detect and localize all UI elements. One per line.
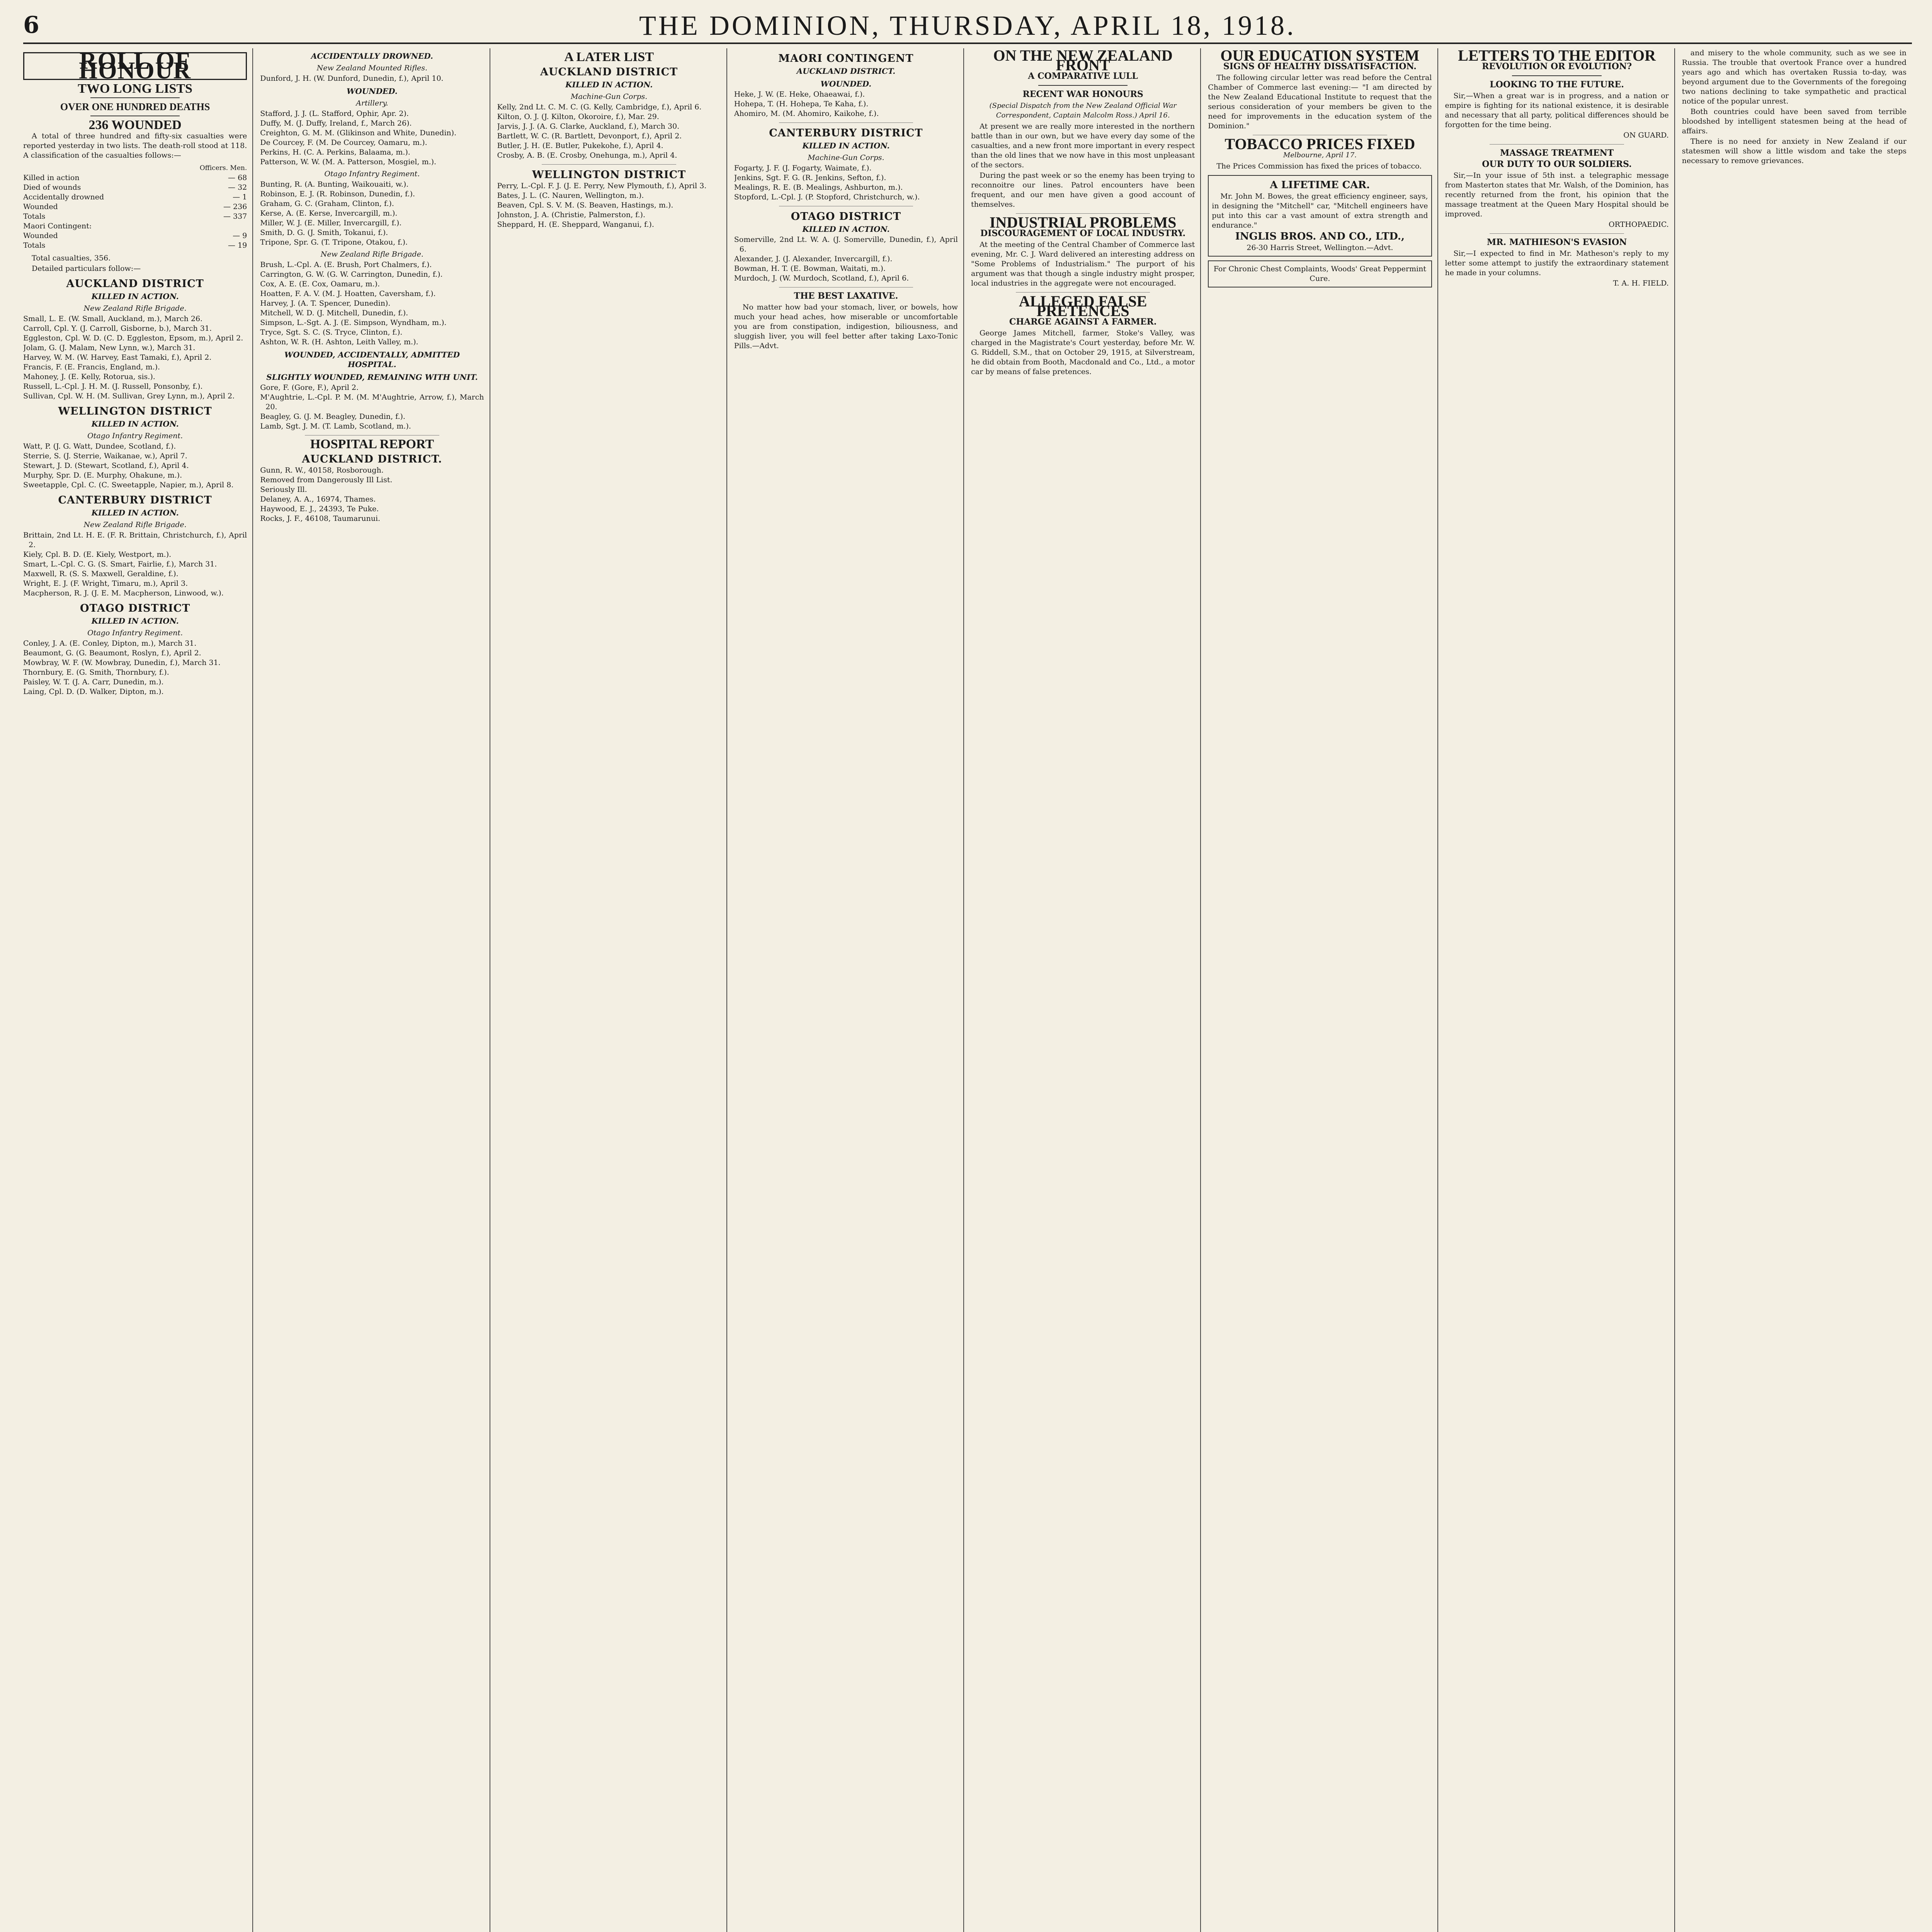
looking-subhead: LOOKING TO THE FUTURE. <box>1490 80 1624 90</box>
casualty-entry: Bates, J. L. (C. Nauren, Wellington, m.). <box>497 191 644 200</box>
wounded-heading: WOUNDED. <box>346 87 398 96</box>
casualty-entry: Simpson, L.-Sgt. A. J. (E. Simpson, Wyndham, m.). <box>260 318 447 327</box>
divider <box>1490 144 1624 145</box>
casualty-entry: Eggleston, Cpl. W. D. (C. D. Eggleston, Epsom, m.), April 2. <box>23 334 243 342</box>
ad-text: Mr. John M. Bowes, the great efficiency engineer, says, in designing the "Mitchell" car, "Mitchell engineers have put into this car a vast amount of extra strength and endurance." <box>1212 192 1428 230</box>
casualty-entry: Beaven, Cpl. S. V. M. (S. Beaven, Hastings, m.). <box>497 201 673 209</box>
summary-value: — 9 <box>233 231 247 240</box>
casualty-entry: Harvey, W. M. (W. Harvey, East Tamaki, f.), April 2. <box>23 353 212 362</box>
industrial-headline: INDUSTRIAL PROBLEMS <box>989 214 1177 231</box>
summary-label: Wounded <box>23 231 58 240</box>
casualty-entry: Fogarty, J. F. (J. Fogarty, Waimate, f.). <box>734 164 872 172</box>
divider <box>542 164 676 165</box>
casualty-entry: Sweetapple, Cpl. C. (C. Sweetapple, Napier, m.), April 8. <box>23 481 234 489</box>
casualty-entry: Tryce, Sgt. S. C. (S. Tryce, Clinton, f.). <box>260 328 403 337</box>
casualty-entry: Stafford, J. J. (L. Stafford, Ophir, Apr. 2). <box>260 109 409 118</box>
casualty-entry: Brittain, 2nd Lt. H. E. (F. R. Brittain, Christchurch, f.), April 2. <box>23 531 247 549</box>
maori-region: AUCKLAND DISTRICT. <box>796 66 896 76</box>
hospital-entry: Gunn, R. W., 40158, Rosborough. <box>260 466 384 474</box>
casualty-entry: Perry, L.-Cpl. F. J. (J. E. Perry, New Plymouth, f.), April 3. <box>497 182 707 190</box>
category-heading: KILLED IN ACTION. <box>91 419 179 429</box>
casualty-entry: Smart, L.-Cpl. C. G. (S. Smart, Fairlie, f.), March 31. <box>23 560 217 568</box>
divider <box>779 122 913 123</box>
column-1 <box>23 48 253 1932</box>
summary-value: — 337 <box>223 212 247 221</box>
summary-value: — 236 <box>223 202 247 211</box>
brigade-heading: Artillery. <box>356 99 388 107</box>
casualty-entry: Cox, A. E. (E. Cox, Oamaru, m.). <box>260 280 380 288</box>
front-text: At present we are really more interested in the northern battle than in our own, but we have every day some of the casualties, and a new front more important in every respect than the old lines that we now have in this most unpleasant of the sectors. <box>971 122 1195 169</box>
hospital-report-title: HOSPITAL REPORT <box>310 437 434 451</box>
slightly-wounded-heading: SLIGHTLY WOUNDED, REMAINING WITH UNIT. <box>266 372 478 382</box>
summary-row <box>23 202 247 212</box>
mathieson-text: Sir,—I expected to find in Mr. Matheson's reply to my letter some attempt to justify the extraordinary statement he made in your columns. <box>1445 249 1669 277</box>
casualty-entry: M'Aughtrie, L.-Cpl. P. M. (M. M'Aughtrie, Arrow, f.), March 20. <box>260 393 484 411</box>
casualty-entry: Wright, E. J. (F. Wright, Timaru, m.), April 3. <box>23 579 188 588</box>
summary-label: Killed in action <box>23 173 80 182</box>
education-text: The following circular letter was read before the Central Chamber of Commerce last evening:— "I am directed by the New Zealand Educational Institute to request that the serious consideration of your members be given to the need for improvements in the education system of the Dominion." <box>1208 73 1432 130</box>
later-list-title: A LATER LIST <box>564 50 654 64</box>
casualty-entry: Brush, L.-Cpl. A. (E. Brush, Port Chalmers, f.). <box>260 260 432 269</box>
otago-title: OTAGO DISTRICT <box>791 211 901 223</box>
roll-deck-3: 236 WOUNDED <box>88 118 182 132</box>
mitchell-car-ad <box>1208 175 1432 257</box>
dateline: (Special Dispatch from the New Zealand Official War Correspondent, Captain Malcolm Ross.) April 16. <box>989 102 1177 119</box>
casualty-entry: Mahoney, J. (E. Kelly, Rotorua, sis.). <box>23 372 155 381</box>
divider <box>1038 85 1128 86</box>
summary-value: — 19 <box>228 241 247 250</box>
continued-text: and misery to the whole community, such as we see in Russia. The trouble that overtook France over a hundred years ago and which has overtaken Russia to-day, was beyond argument due to the Governments of the foregoing two nations declining to take sympathetic and practical notice of the popular unrest. <box>1682 49 1906 105</box>
casualty-entry: Stopford, L.-Cpl. J. (P. Stopford, Christchurch, w.). <box>734 193 920 201</box>
district-heading: OTAGO DISTRICT <box>80 602 190 614</box>
casualty-entry: Laing, Cpl. D. (D. Walker, Dipton, m.). <box>23 687 164 696</box>
divider <box>90 97 180 98</box>
brigade-heading: Machine-Gun Corps. <box>570 92 648 101</box>
casualty-entry: Kiely, Cpl. B. D. (E. Kiely, Westport, m.). <box>23 550 172 559</box>
detailed-particulars: Detailed particulars follow:— <box>32 264 141 273</box>
casualty-entry: Duffy, M. (J. Duffy, Ireland, f., March 26). <box>260 119 412 128</box>
summary-value: — 1 <box>233 193 247 201</box>
later-region: AUCKLAND DISTRICT <box>540 66 678 78</box>
hospital-entry: Delaney, A. A., 16974, Thames. <box>260 495 376 503</box>
brigade-heading: New Zealand Rifle Brigade. <box>83 304 187 313</box>
casualty-entry: Beagley, G. (J. M. Beagley, Dunedin, f.). <box>260 412 405 421</box>
column-6 <box>1208 48 1438 1932</box>
casualty-entry: Crosby, A. B. (E. Crosby, Onehunga, m.), April 4. <box>497 151 677 160</box>
roll-intro: A total of three hundred and fifty-six casualties were reported yesterday in two lists. The death-roll stood at 118. A classification of the casualties follows:— <box>23 132 247 160</box>
ad-text: For Chronic Chest Complaints, Woods' Great Peppermint Cure. <box>1213 265 1427 283</box>
category-heading: KILLED IN ACTION. <box>565 80 653 89</box>
hospital-entry: Rocks, J. F., 46108, Taumarunui. <box>260 514 381 523</box>
laxative-ad-title: THE BEST LAXATIVE. <box>794 291 898 301</box>
summary-label: Totals <box>23 212 46 221</box>
page-columns <box>23 48 1912 1932</box>
casualty-entry: Robinson, E. J. (R. Robinson, Dunedin, f.). <box>260 190 415 198</box>
casualty-entry: Hoatten, F. A. V. (M. J. Hoatten, Caversham, f.). <box>260 289 436 298</box>
roll-deck-1: TWO LONG LISTS <box>78 82 192 96</box>
front-headline: ON THE NEW ZEALAND FRONT <box>993 48 1173 74</box>
hospital-region: AUCKLAND DISTRICT. <box>302 453 442 465</box>
casualty-entry: Tripone, Spr. G. (T. Tripone, Otakou, f.). <box>260 238 408 247</box>
maori-contingent-title: MAORI CONTINGENT <box>778 53 914 65</box>
casualty-entry: Sterrie, S. (J. Sterrie, Waikanae, w.), April 7. <box>23 452 187 460</box>
industrial-subhead: DISCOURAGEMENT OF LOCAL INDUSTRY. <box>980 228 1186 238</box>
casualty-entry: Beaumont, G. (G. Beaumont, Roslyn, f.), April 2. <box>23 649 201 657</box>
tobacco-headline: TOBACCO PRICES FIXED <box>1225 135 1415 153</box>
casualty-entry: Bartlett, W. C. (R. Bartlett, Devonport, f.), April 2. <box>497 132 682 140</box>
education-headline: OUR EDUCATION SYSTEM <box>1220 48 1420 64</box>
casualty-entry: Jarvis, J. J. (A. G. Clarke, Auckland, f.), March 30. <box>497 122 680 131</box>
casualty-entry: Lamb, Sgt. J. M. (T. Lamb, Scotland, m.). <box>260 422 411 430</box>
casualty-entry: Mitchell, W. D. (J. Mitchell, Dunedin, f.). <box>260 309 408 317</box>
casualty-entry: Ahomiro, M. (M. Ahomiro, Kaikohe, f.). <box>734 109 879 118</box>
casualty-entry: Heke, J. W. (E. Heke, Ohaeawai, f.). <box>734 90 865 99</box>
front-text: During the past week or so the enemy has been trying to reconnoitre our lines. Patrol encounters have been frequent, and our men have given a good account of themselves. <box>971 171 1195 209</box>
column-8 <box>1682 48 1912 1932</box>
canterbury-category: KILLED IN ACTION. <box>802 141 890 150</box>
casualty-entry: Conley, J. A. (E. Conley, Dipton, m.), March 31. <box>23 639 197 648</box>
district-heading: WELLINGTON DISTRICT <box>58 405 212 417</box>
hospital-entry: Seriously Ill. <box>260 485 307 494</box>
false-pretences-headline: ALLEGED FALSE PRETENCES <box>1019 293 1147 320</box>
letter-signature: ORTHOPAEDIC. <box>1609 220 1669 229</box>
divider <box>1512 75 1602 76</box>
casualty-entry: Alexander, J. (J. Alexander, Invercargill, f.). <box>734 255 893 263</box>
honours-subhead: RECENT WAR HONOURS <box>1022 89 1143 99</box>
summary-value: — 32 <box>228 183 247 192</box>
summary-label: Totals <box>23 241 46 250</box>
page-number: 6 <box>23 12 39 39</box>
summary-row <box>23 212 247 221</box>
massage-subhead: MASSAGE TREATMENT <box>1500 148 1614 158</box>
summary-label: Died of wounds <box>23 183 81 192</box>
casualty-summary <box>23 163 247 250</box>
casualty-entry: De Courcey, F. (M. De Courcey, Oamaru, m.). <box>260 138 427 147</box>
casualty-entry: Patterson, W. W. (M. A. Patterson, Mosgiel, m.). <box>260 158 437 166</box>
casualty-entry: Thornbury, E. (G. Smith, Thornbury, f.). <box>23 668 169 677</box>
canterbury-brigade: Machine-Gun Corps. <box>808 153 884 162</box>
casualty-entry: Mowbray, W. F. (W. Mowbray, Dunedin, f.), March 31. <box>23 658 221 667</box>
revolution-subhead: REVOLUTION OR EVOLUTION? <box>1482 61 1632 71</box>
massage-deck: OUR DUTY TO OUR SOLDIERS. <box>1482 159 1632 169</box>
hospital-entry: Haywood, E. J., 24393, Te Puke. <box>260 505 379 513</box>
casualty-entry: Maxwell, R. (S. S. Maxwell, Geraldine, f.). <box>23 570 179 578</box>
casualty-entry: Carrington, G. W. (G. W. Carrington, Dunedin, f.). <box>260 270 443 279</box>
letters-headline: LETTERS TO THE EDITOR <box>1458 48 1656 64</box>
casualty-entry: Macpherson, R. J. (J. E. M. Macpherson, Linwood, w.). <box>23 589 224 597</box>
casualty-entry: Perkins, H. (C. A. Perkins, Balaama, m.). <box>260 148 410 156</box>
summary-label: Accidentally drowned <box>23 193 104 201</box>
casualty-entry: Somerville, 2nd Lt. W. A. (J. Somerville, Dunedin, f.), April 6. <box>734 235 958 253</box>
maori-category: WOUNDED. <box>820 79 872 88</box>
casualty-entry: Russell, L.-Cpl. J. H. M. (J. Russell, Ponsonby, f.). <box>23 382 203 391</box>
continued-text: Both countries could have been saved from terrible bloodshed by intelligent statesmen being at the head of affairs. <box>1682 107 1906 135</box>
casualty-entry: Kelly, 2nd Lt. C. M. C. (G. Kelly, Cambridge, f.), April 6. <box>497 103 702 111</box>
total-casualties: Total casualties, 356. <box>32 254 111 262</box>
divider <box>1490 233 1624 234</box>
column-2 <box>260 48 490 1932</box>
newspaper-title: THE DOMINION, THURSDAY, APRIL 18, 1918. <box>639 10 1296 41</box>
peppermint-cure-ad <box>1208 260 1432 287</box>
casualty-entry: Smith, D. G. (J. Smith, Tokanui, f.). <box>260 228 388 237</box>
brigade-heading: Otago Infantry Regiment. <box>87 629 183 637</box>
column-7 <box>1445 48 1675 1932</box>
casualty-entry: Bunting, R. (A. Bunting, Waikouaiti, w.). <box>260 180 409 189</box>
brigade-heading: New Zealand Mounted Rifles. <box>316 64 428 72</box>
district-heading: CANTERBURY DISTRICT <box>58 494 212 506</box>
casualty-entry: Paisley, W. T. (J. A. Carr, Dunedin, m.). <box>23 678 164 686</box>
casualty-entry: Sheppard, H. (E. Sheppard, Wanganui, f.). <box>497 220 654 229</box>
casualty-entry: Murphy, Spr. D. (E. Murphy, Ohakune, m.). <box>23 471 182 480</box>
summary-row <box>23 173 247 183</box>
summary-value: — 68 <box>228 173 247 182</box>
tobacco-dateline: Melbourne, April 17. <box>1283 151 1357 159</box>
front-subhead: A COMPARATIVE LULL <box>1028 71 1138 81</box>
casualty-entry: Bowman, H. T. (E. Bowman, Waitati, m.). <box>734 264 886 273</box>
otago-category: KILLED IN ACTION. <box>802 224 890 234</box>
summary-row <box>23 221 247 231</box>
district-heading: AUCKLAND DISTRICT <box>66 278 204 290</box>
summary-row <box>23 231 247 241</box>
casualty-entry: Francis, F. (E. Francis, England, m.). <box>23 363 160 371</box>
brigade-heading: Otago Infantry Regiment. <box>87 432 183 440</box>
brigade-heading: New Zealand Rifle Brigade. <box>83 520 187 529</box>
casualty-entry: Sullivan, Cpl. W. H. (M. Sullivan, Grey Lynn, m.), April 2. <box>23 392 235 400</box>
casualty-entry: Gore, F. (Gore, F.), April 2. <box>260 383 359 392</box>
casualty-entry: Watt, P. (J. G. Watt, Dundee, Scotland, f.). <box>23 442 176 451</box>
casualty-entry: Murdoch, J. (W. Murdoch, Scotland, f.), April 6. <box>734 274 909 282</box>
column-4 <box>734 48 964 1932</box>
laxative-ad-text: No matter how bad your stomach, liver, or bowels, how much your head aches, how miserable or uncomfortable you are from constipation, indigestion, biliousness, and sluggish liver, you will feel better after taking Laxo-Tonic Pills.—Advt. <box>734 303 958 350</box>
continued-text: There is no need for anxiety in New Zealand if our statesmen will show a little wisdom and take the steps necessary to remove grievances. <box>1682 137 1906 165</box>
casualty-entry: Miller, W. J. (E. Miller, Invercargill, f.). <box>260 219 402 227</box>
casualty-entry: Johnston, J. A. (Christie, Palmerston, f.). <box>497 211 645 219</box>
summary-row <box>23 241 247 250</box>
roll-of-honour-headline: ROLL OF HONOUR <box>23 52 247 80</box>
mathieson-subhead: MR. MATHIESON'S EVASION <box>1486 237 1627 247</box>
category-heading: KILLED IN ACTION. <box>91 292 179 301</box>
summary-row <box>23 192 247 202</box>
ad-headline: A LIFETIME CAR. <box>1270 179 1370 191</box>
false-pretences-subhead: CHARGE AGAINST A FARMER. <box>1009 317 1157 327</box>
casualty-entry: Kilton, O. J. (J. Kilton, Okoroire, f.), Mar. 29. <box>497 112 659 121</box>
column-5 <box>971 48 1201 1932</box>
casualty-entry: Harvey, J. (A. T. Spencer, Dunedin). <box>260 299 391 308</box>
casualty-entry: Stewart, J. D. (Stewart, Scotland, f.), April 4. <box>23 461 189 470</box>
column-3 <box>497 48 727 1932</box>
casualty-entry: Dunford, J. H. (W. Dunford, Dunedin, f.), April 10. <box>260 74 444 83</box>
brigade-heading: New Zealand Rifle Brigade. <box>320 250 423 259</box>
casualty-entry: Jenkins, Sgt. F. G. (R. Jenkins, Sefton, f.). <box>734 173 886 182</box>
summary-label: Maori Contingent: <box>23 222 92 230</box>
summary-row <box>23 183 247 192</box>
ad-company: INGLIS BROS. AND CO., LTD., <box>1235 231 1405 242</box>
summary-header: Officers. Men. <box>199 164 247 172</box>
category-heading: ACCIDENTALLY DROWNED. <box>311 51 433 61</box>
casualty-entry: Graham, G. C. (Graham, Clinton, f.). <box>260 199 394 208</box>
canterbury-title: CANTERBURY DISTRICT <box>769 127 923 139</box>
casualty-entry: Ashton, W. R. (H. Ashton, Leith Valley, m.). <box>260 338 418 346</box>
casualty-entry: Mealings, R. E. (B. Mealings, Ashburton, m.). <box>734 183 903 192</box>
casualty-entry: Creighton, G. M. M. (Glikinson and White, Dunedin). <box>260 129 457 137</box>
letter-text: Sir,—When a great war is in progress, and a nation or empire is fighting for its national existence, it is desirable and necessary that all party, political differences should be forgotten for the time being. <box>1445 92 1669 129</box>
casualty-entry: Small, L. E. (W. Small, Auckland, m.), March 26. <box>23 315 203 323</box>
brigade-heading: Otago Infantry Regiment. <box>324 170 420 178</box>
hospital-entry: Removed from Dangerously Ill List. <box>260 476 393 484</box>
roll-deck-2: OVER ONE HUNDRED DEATHS <box>60 101 210 112</box>
massage-text: Sir,—In your issue of 5th inst. a telegraphic message from Masterton states that Mr. Walsh, of the Dominion, has recently returned from the front, his opinion that the massage treatment at the Queen Mary Hospital should be improved. <box>1445 171 1669 218</box>
education-subhead: SIGNS OF HEALTHY DISSATISFACTION. <box>1223 61 1417 71</box>
casualty-entry: Kerse, A. (E. Kerse, Invercargill, m.). <box>260 209 398 218</box>
accidental-heading: WOUNDED, ACCIDENTALLY, ADMITTED HOSPITAL. <box>284 350 460 369</box>
letter-signature: T. A. H. FIELD. <box>1613 279 1669 287</box>
category-heading: KILLED IN ACTION. <box>91 616 179 626</box>
industrial-text: At the meeting of the Central Chamber of Commerce last evening, Mr. C. J. Ward delivered an interesting address on "Some Problems of Industrialism." The purport of his argument was that though a single industry might prosper, local industries in the aggregate were not encouraged. <box>971 240 1195 287</box>
tobacco-text: The Prices Commission has fixed the prices of tobacco. <box>1216 162 1422 170</box>
letter-signature: ON GUARD. <box>1623 131 1669 139</box>
masthead <box>23 8 1912 44</box>
wellington-region: WELLINGTON DISTRICT <box>532 169 686 181</box>
ad-address: 26-30 Harris Street, Wellington.—Advt. <box>1247 243 1393 252</box>
casualty-entry: Carroll, Cpl. Y. (J. Carroll, Gisborne, b.), March 31. <box>23 324 212 333</box>
false-pretences-text: George James Mitchell, farmer, Stoke's Valley, was charged in the Magistrate's Court yesterday, before Mr. W. G. Riddell, S.M., that on October 29, 1915, at Silverstream, he did obtain from Booth, Macdonald and Co., Ltd., a motor car by means of false pretences. <box>971 329 1195 376</box>
casualty-entry: Hohepa, T. (H. Hohepa, Te Kaha, f.). <box>734 100 869 108</box>
summary-label: Wounded <box>23 202 58 211</box>
category-heading: KILLED IN ACTION. <box>91 508 179 517</box>
casualty-entry: Butler, J. H. (E. Butler, Pukekohe, f.), April 4. <box>497 141 663 150</box>
casualty-entry: Jolam, G. (J. Malam, New Lynn, w.), March 31. <box>23 344 196 352</box>
